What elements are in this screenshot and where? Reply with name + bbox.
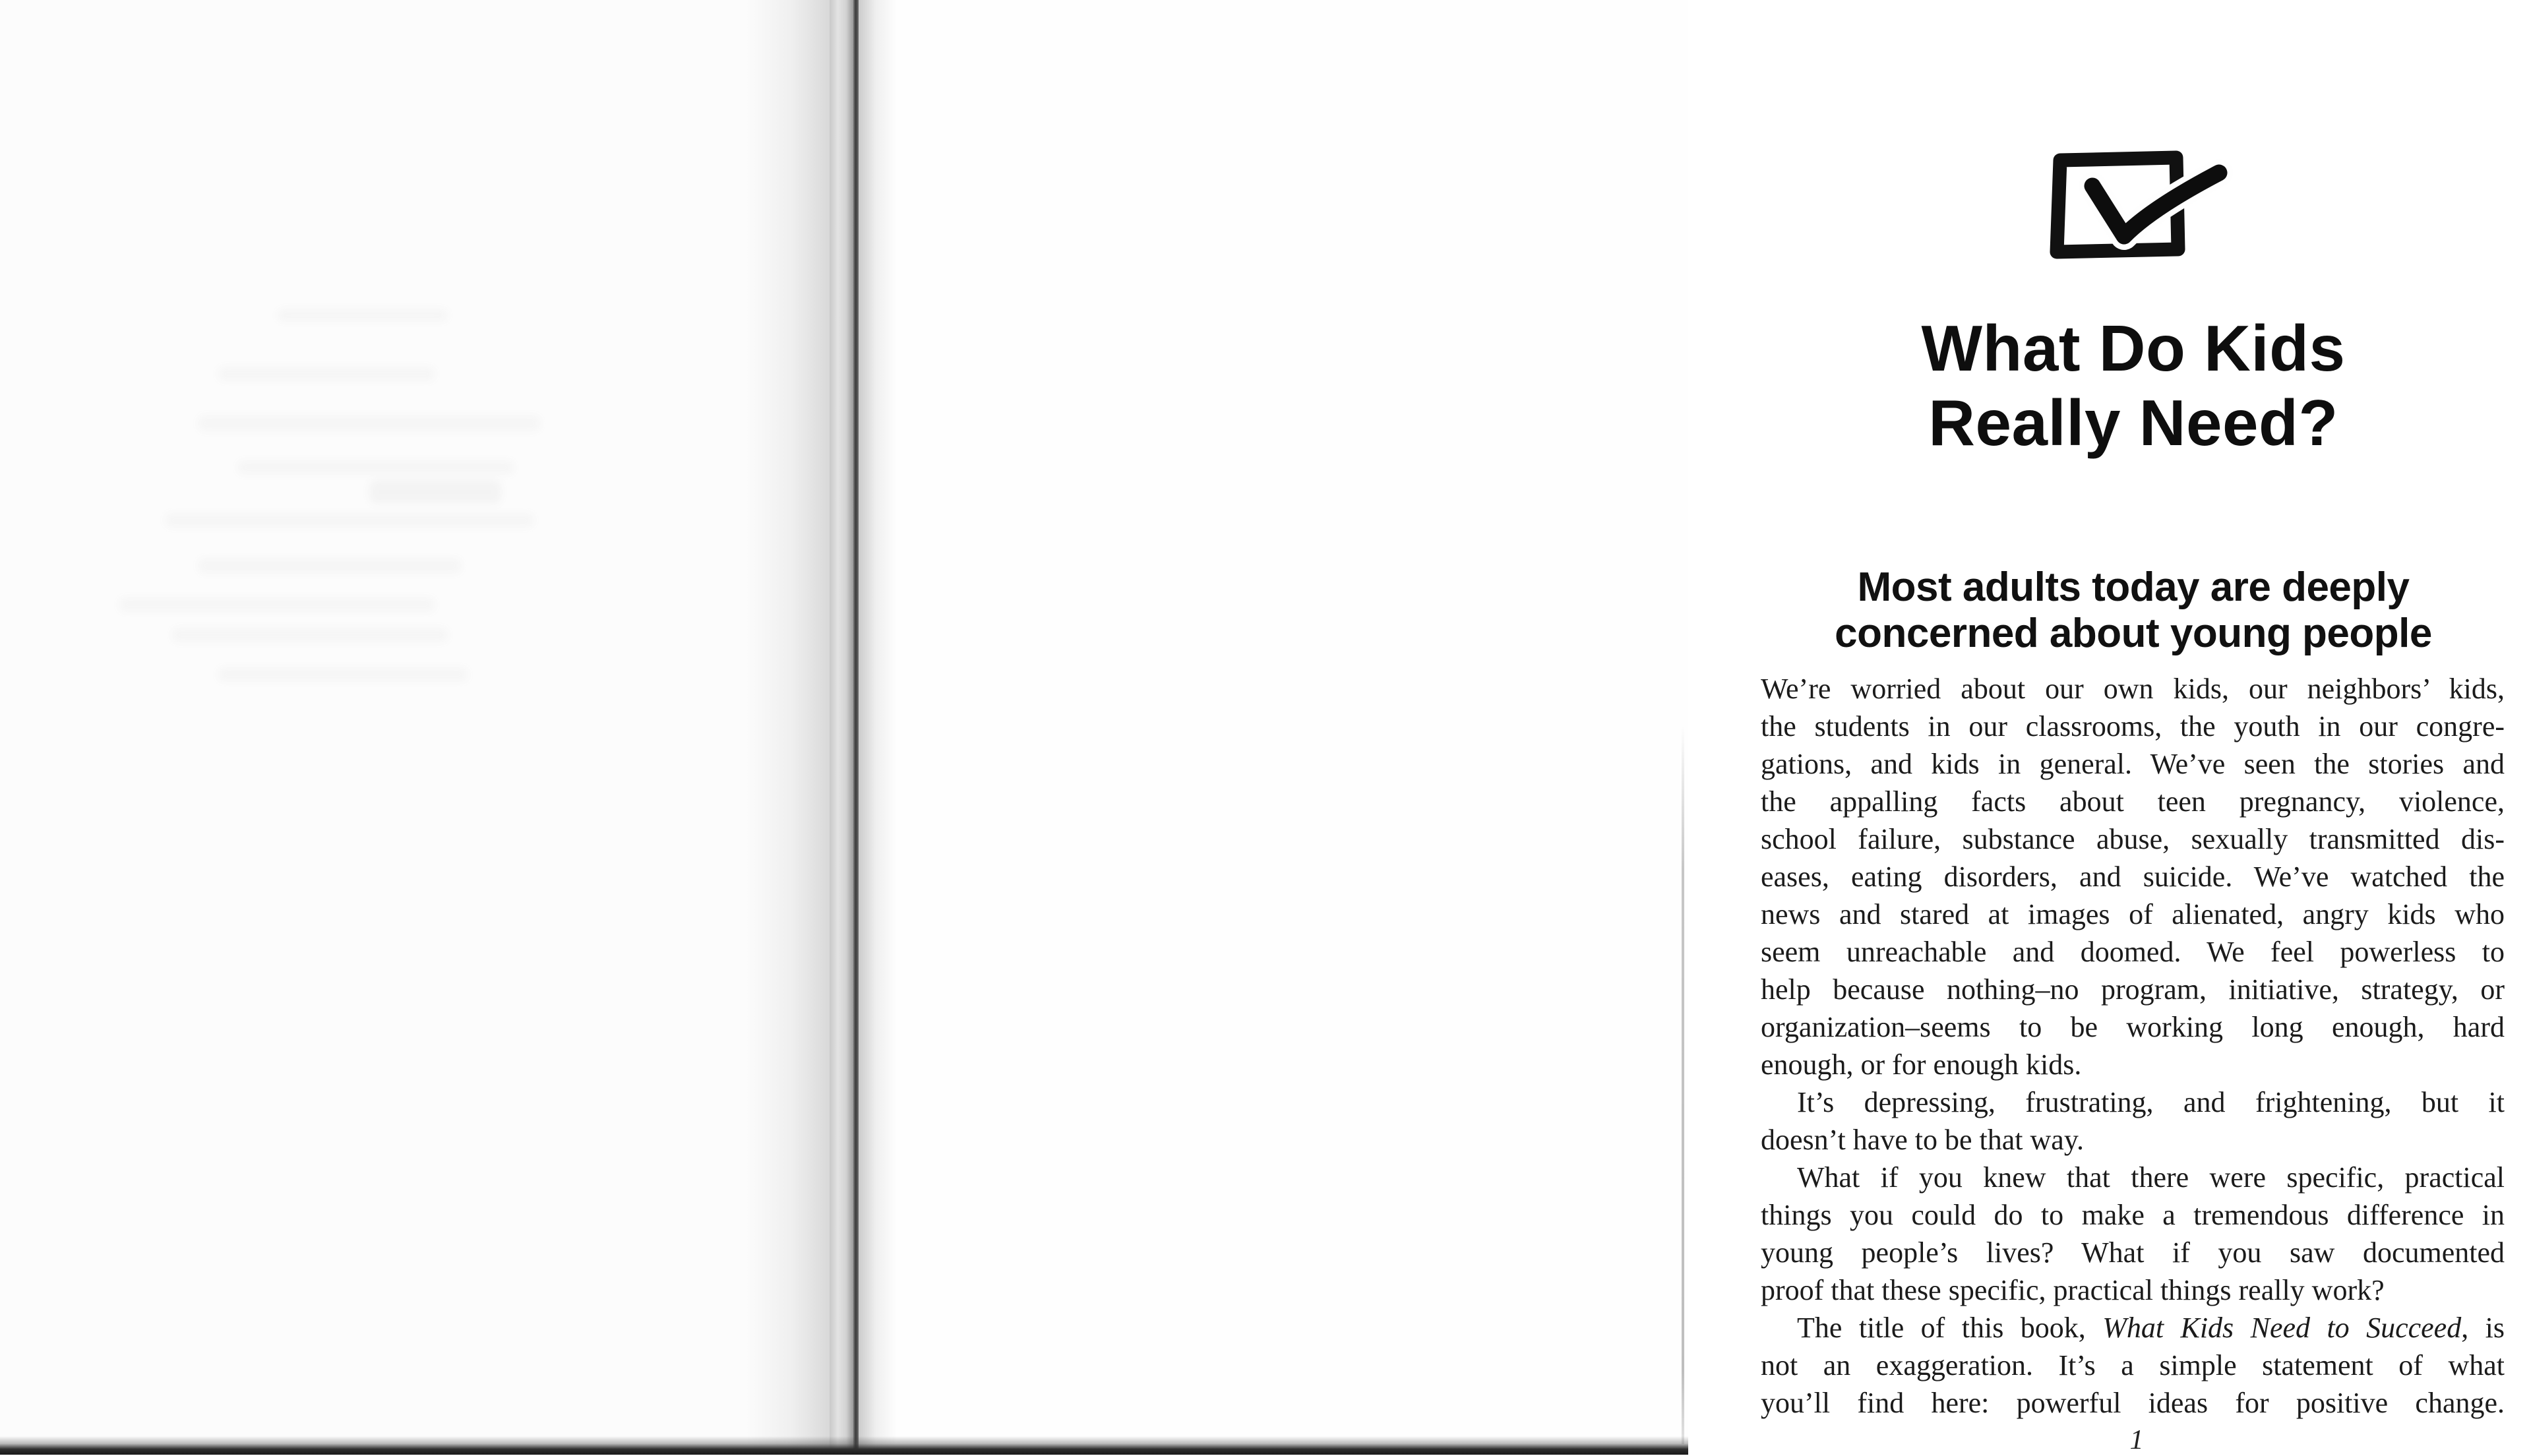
paragraph bbox=[1761, 1159, 2505, 1309]
body-line: eases, eating disorders, and suicide. We’ve watched the bbox=[1761, 861, 2505, 893]
chapter-title-line: What Do Kids bbox=[1921, 312, 2346, 384]
page-edge-line bbox=[1682, 725, 1684, 1444]
body-line: It’s depressing, frustrating, and frightening, but it bbox=[1797, 1086, 2505, 1118]
body-line: proof that these specific, practical things really work? bbox=[1761, 1274, 2385, 1306]
showthrough-smudge bbox=[369, 480, 501, 504]
showthrough-smudge bbox=[277, 309, 448, 322]
body-line: things you could do to make a tremendous difference in bbox=[1761, 1199, 2505, 1231]
body-line: not an exaggeration. It’s a simple statement of what bbox=[1761, 1349, 2505, 1381]
showthrough-smudge bbox=[119, 597, 435, 612]
checkbox-checked-icon bbox=[2039, 142, 2237, 268]
body-line: seem unreachable and doomed. We feel powerless to bbox=[1761, 936, 2505, 968]
chapter-title bbox=[1738, 311, 2529, 460]
showthrough-smudge bbox=[218, 367, 435, 381]
section-heading bbox=[1738, 564, 2529, 657]
section-heading-line: concerned about young people bbox=[1835, 611, 2432, 656]
body-line: the appalling facts about teen pregnancy, violence, bbox=[1761, 785, 2505, 818]
body-line: We’re worried about our own kids, our neighbors’ kids, bbox=[1761, 673, 2505, 705]
body-line: news and stared at images of alienated, angry kids who bbox=[1761, 898, 2505, 930]
body-text bbox=[1761, 670, 2505, 1435]
body-line: the students in our classrooms, the youth in our congre- bbox=[1761, 710, 2505, 743]
gutter-spine-line bbox=[853, 0, 859, 1455]
body-line: The title of this book, What Kids Need to Succeed, is bbox=[1797, 1312, 2505, 1344]
chapter-title-line: Really Need? bbox=[1928, 386, 2338, 459]
paragraph bbox=[1761, 1309, 2505, 1422]
right-page bbox=[844, 0, 2505, 1455]
body-line: school failure, substance abuse, sexually transmitted dis- bbox=[1761, 823, 2505, 855]
body-line: What if you knew that there were specific, practical bbox=[1797, 1161, 2505, 1194]
showthrough-smudge bbox=[237, 460, 514, 475]
showthrough-smudge bbox=[165, 513, 534, 528]
left-page bbox=[0, 0, 844, 1455]
body-line: young people’s lives? What if you saw documented bbox=[1761, 1236, 2505, 1269]
showthrough-smudge bbox=[198, 558, 462, 574]
gutter-shadow bbox=[859, 0, 897, 1455]
body-line: you’ll find here: powerful ideas for positive change. bbox=[1761, 1387, 2505, 1419]
showthrough-smudge bbox=[218, 667, 468, 682]
body-line: doesn’t have to be that way. bbox=[1761, 1124, 2084, 1156]
paragraph bbox=[1761, 1083, 2505, 1159]
section-heading-line: Most adults today are deeply bbox=[1857, 564, 2410, 610]
paragraph bbox=[1761, 670, 2505, 1083]
body-line: help because nothing–no program, initiative, strategy, or bbox=[1761, 973, 2505, 1006]
showthrough-smudge bbox=[171, 628, 448, 642]
body-line: organization–seems to be working long enough, hard bbox=[1761, 1011, 2505, 1043]
body-line: gations, and kids in general. We’ve seen the stories and bbox=[1761, 748, 2505, 780]
showthrough-smudge bbox=[198, 415, 541, 431]
gutter-shadow bbox=[745, 0, 830, 1455]
gutter-page-roll bbox=[830, 0, 853, 1455]
body-line: enough, or for enough kids. bbox=[1761, 1048, 2082, 1081]
scan-bottom-edge bbox=[0, 1436, 1688, 1455]
page-number: 1 bbox=[2129, 1425, 2144, 1455]
